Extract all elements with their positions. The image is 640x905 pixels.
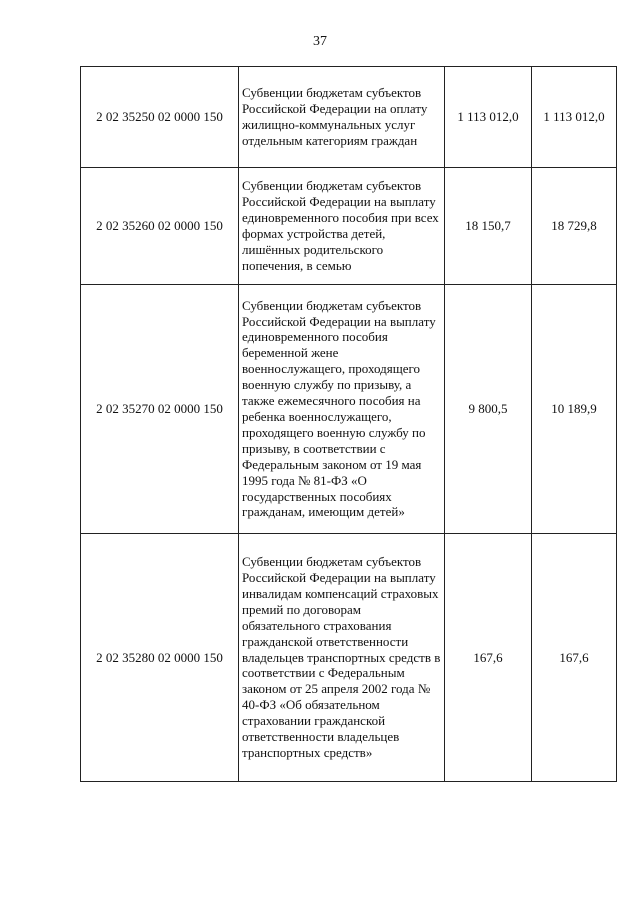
table-row [81, 534, 617, 782]
table-row [81, 285, 617, 534]
table-row [81, 67, 617, 168]
description-cell: Субвенции бюджетам субъектов Российской Федерации на выплату единовременного пособия беременной жене военнослужащего, проходящего военную службу по призыву, а также ежемесячного пособия на ребенка военнослужащего, проходящего военную службу по призыву, в соответствии с Федеральным законом от 19 мая 1995 года № 81-ФЗ «О государственных пособиях гражданам, имеющим детей» [239, 285, 445, 534]
amount-cell-2: 167,6 [532, 534, 617, 782]
amount-cell-1: 9 800,5 [445, 285, 532, 534]
amount-cell-2: 1 113 012,0 [532, 67, 617, 168]
budget-code-cell: 2 02 35270 02 0000 150 [81, 285, 239, 534]
amount-cell-1: 18 150,7 [445, 168, 532, 285]
budget-code-cell: 2 02 35260 02 0000 150 [81, 168, 239, 285]
table-row [81, 168, 617, 285]
page-number: 37 [313, 34, 327, 49]
budget-table [80, 66, 617, 782]
amount-cell-1: 167,6 [445, 534, 532, 782]
description-cell: Субвенции бюджетам субъектов Российской Федерации на оплату жилищно-коммунальных услуг отдельным категориям граждан [239, 67, 445, 168]
description-cell: Субвенции бюджетам субъектов Российской Федерации на выплату единовременного пособия при всех формах устройства детей, лишённых родительского попечения, в семью [239, 168, 445, 285]
description-cell: Субвенции бюджетам субъектов Российской Федерации на выплату инвалидам компенсаций страховых премий по договорам обязательного страхования гражданской ответственности владельцев транспортных средств в соответствии с Федеральным законом от 25 апреля 2002 года № 40-ФЗ «Об обязательном страховании гражданской ответственности владельцев транспортных средств» [239, 534, 445, 782]
budget-code-cell: 2 02 35280 02 0000 150 [81, 534, 239, 782]
amount-cell-1: 1 113 012,0 [445, 67, 532, 168]
amount-cell-2: 10 189,9 [532, 285, 617, 534]
amount-cell-2: 18 729,8 [532, 168, 617, 285]
budget-code-cell: 2 02 35250 02 0000 150 [81, 67, 239, 168]
